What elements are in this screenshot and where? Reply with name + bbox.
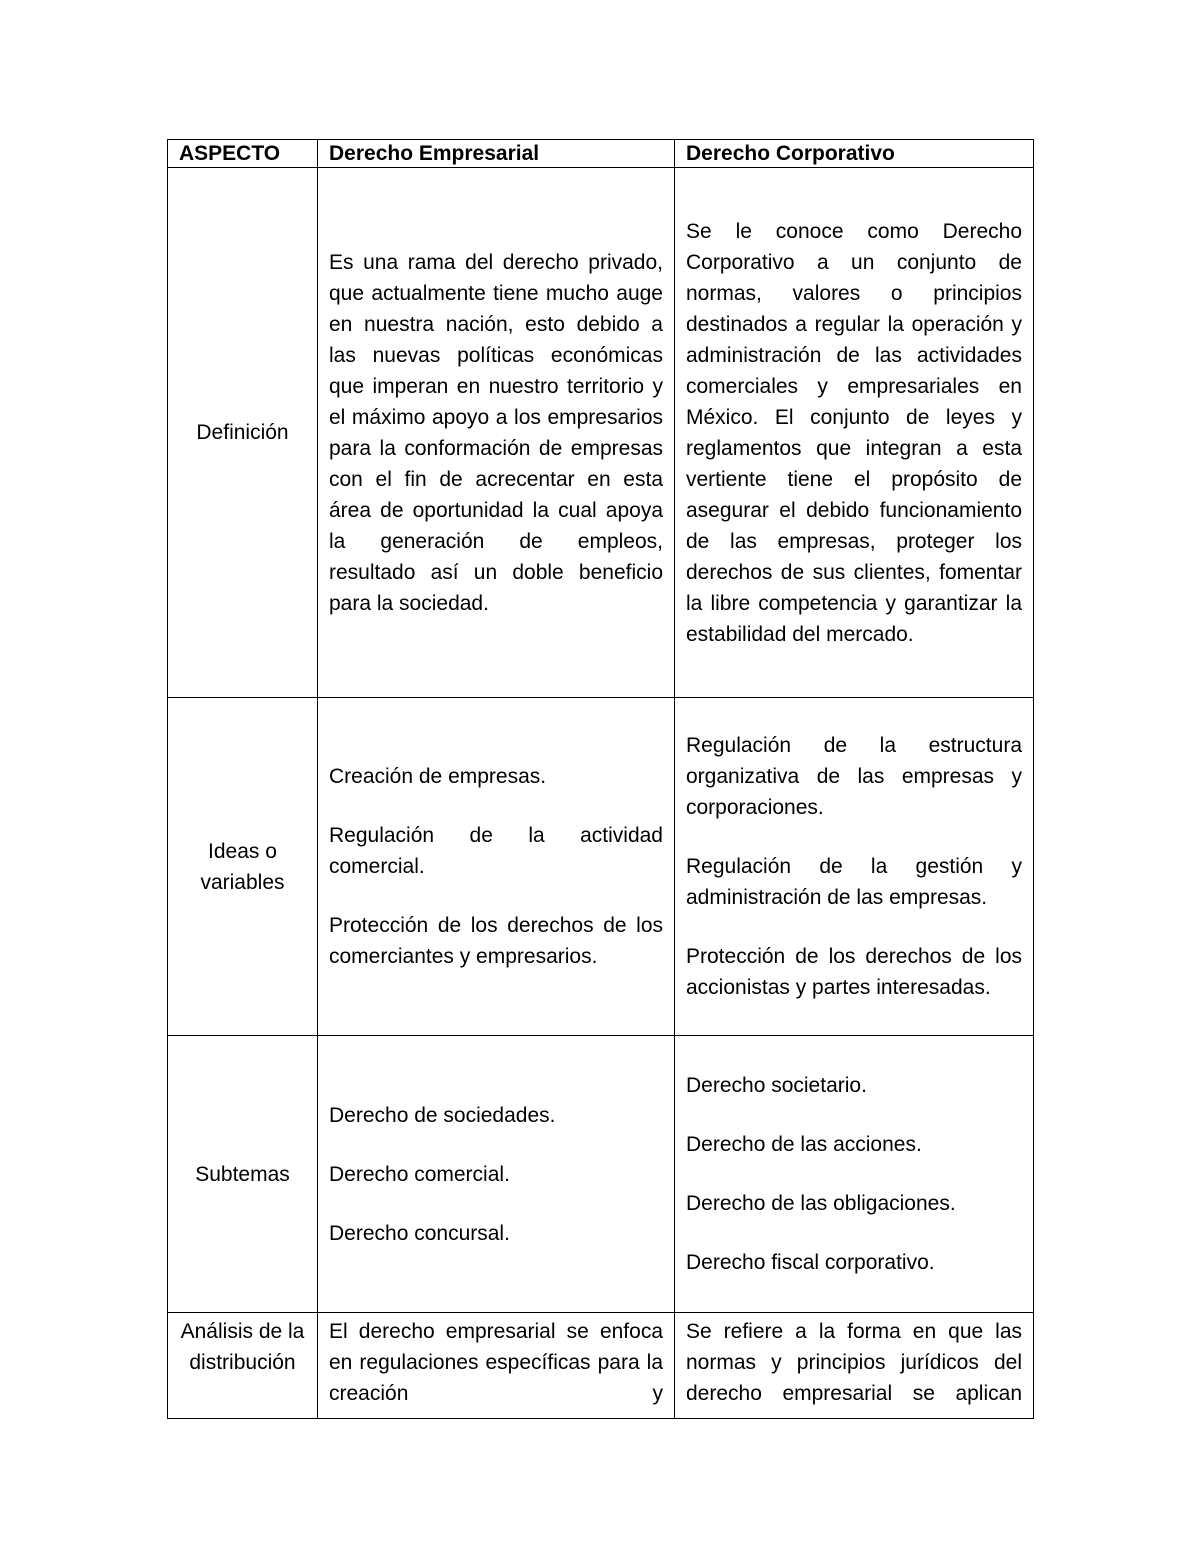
corporativo-cell [675,1313,1034,1419]
empresarial-cell [318,1036,675,1313]
cell-paragraph: Creación de empresas. [329,765,547,788]
header-aspecto: ASPECTO [168,140,318,168]
aspect-cell: Subtemas [168,1036,318,1313]
corporativo-cell [675,698,1034,1036]
corporativo-cell [675,168,1034,698]
table-row-subtemas [168,1036,1034,1313]
cell-paragraph: Se refiere a la forma en que las normas y principios jurídicos del derecho empresarial se aplican [686,1320,1022,1405]
cell-paragraph: Se le conoce como Derecho Corporativo a un conjunto de normas, valores o principios destinados a regular la operación y administración de las actividades comerciales y empresariales en México. El conjunto de leyes y reglamentos que integran a esta vertiente tiene el propósito de asegurar el debido funcionamiento de las empresas, proteger los derechos de sus clientes, fomentar la libre competencia y garantizar la estabilidad del mercado. [686,219,1022,646]
table-row-analisis [168,1313,1034,1419]
table-row-ideas [168,698,1034,1036]
cell-paragraph: Regulación de la estructura organizativa de las empresas y corporaciones. [686,734,1022,819]
cell-paragraph: Es una rama del derecho privado, que actualmente tiene mucho auge en nuestra nación, esto debido a las nuevas políticas económicas que imperan en nuestro territorio y el máximo apoyo a los empresarios para la conformación de empresas con el fin de acrecentar en esta área de oportunidad la cual apoya la generación de empleos, resultado así un doble beneficio para la sociedad. [329,250,663,615]
cell-paragraph: Regulación de la actividad comercial. [329,824,663,878]
cell-paragraph: Derecho concursal. [329,1221,510,1245]
cell-clip [686,1316,1022,1413]
cell-paragraph: Derecho de las acciones. [686,1133,922,1156]
cell-clip [329,1316,663,1413]
empresarial-cell [318,1313,675,1419]
cell-paragraph: Derecho de las obligaciones. [686,1192,956,1215]
header-derecho-corporativo: Derecho Corporativo [675,140,1034,168]
comparison-table [167,139,1034,1419]
cell-paragraph: Regulación de la gestión y administración de las empresas. [686,855,1022,909]
cell-paragraph: Derecho fiscal corporativo. [686,1251,935,1274]
header-row [168,140,1034,168]
aspect-text: Análisis de la distribución [180,1320,305,1374]
cell-paragraph: Derecho comercial. [329,1162,510,1186]
cell-paragraph: Protección de los derechos de los comerciantes y empresarios. [329,914,663,968]
empresarial-cell [318,698,675,1036]
cell-paragraph: Derecho societario. [686,1074,867,1097]
empresarial-cell [318,168,675,698]
aspect-cell [168,1313,318,1419]
aspect-cell: Definición [168,168,318,698]
corporativo-cell [675,1036,1034,1313]
cell-paragraph: Protección de los derechos de los accionistas y partes interesadas. [686,945,1022,999]
cell-paragraph: El derecho empresarial se enfoca en regulaciones específicas para la creación y [329,1320,663,1405]
table-row-definicion [168,168,1034,698]
header-derecho-empresarial: Derecho Empresarial [318,140,675,168]
aspect-cell: Ideas o variables [168,698,318,1036]
cell-paragraph: Derecho de sociedades. [329,1103,556,1127]
